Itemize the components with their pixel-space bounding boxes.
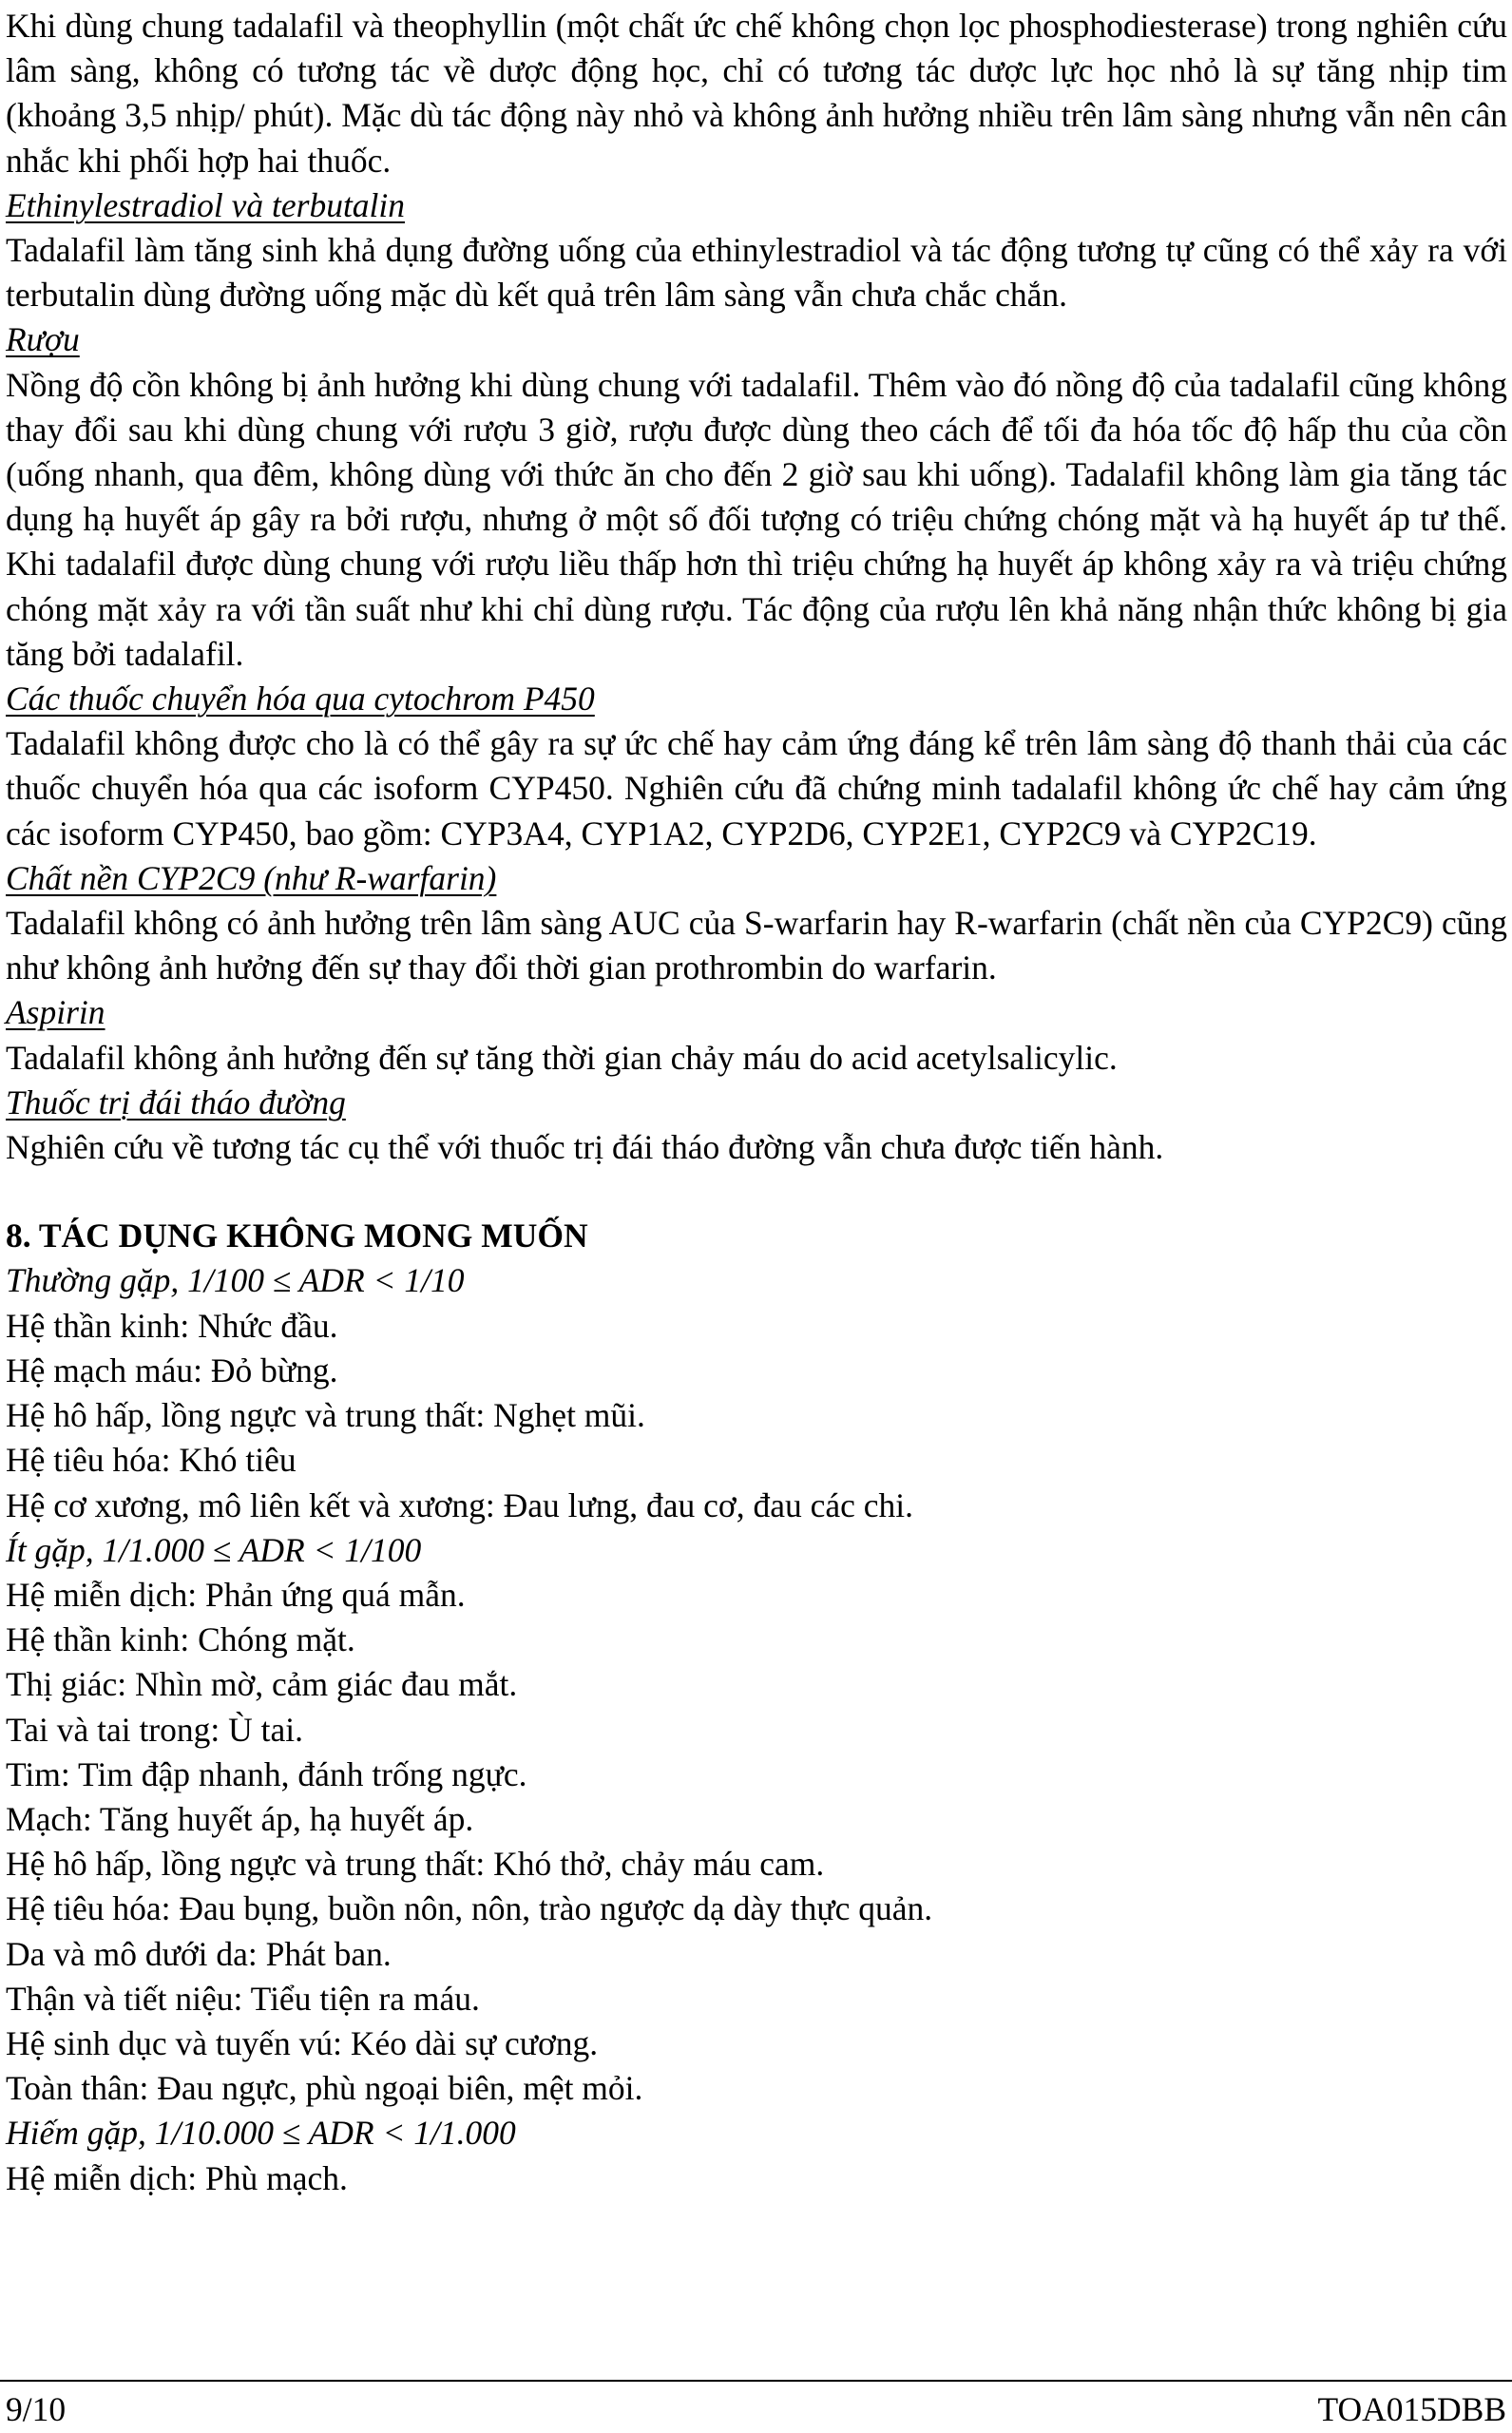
adverse-effect-item: Tim: Tim đập nhanh, đánh trống ngực. <box>6 1754 527 1793</box>
cyp450-heading: Các thuốc chuyển hóa qua cytochrom P450 <box>6 680 595 718</box>
page-number: 9/10 <box>6 2390 67 2428</box>
aspirin-paragraph: Tadalafil không ảnh hưởng đến sự tăng thời gian chảy máu do acid acetylsalicylic. <box>6 1038 1118 1077</box>
footer-divider <box>0 2380 1512 2382</box>
aspirin-heading: Aspirin <box>6 993 105 1032</box>
adverse-effect-item: Hệ mạch máu: Đỏ bừng. <box>6 1351 338 1389</box>
adverse-effect-item: Mạch: Tăng huyết áp, hạ huyết áp. <box>6 1799 474 1838</box>
cyp450-paragraph: Tadalafil không được cho là có thể gây ra sự ức chế hay cảm ứng đáng kể trên lâm sàng độ thanh thải của các thuốc chuyển hóa qua các isoform CYP450. Nghiên cứu đã chứng minh tadalafil không ức chế hay cảm ứng các isoform CYP450, bao gồm: CYP3A4, CYP1A2, CYP2D6, CYP2E1, CYP2C9 và CYP2C19. <box>6 724 1507 853</box>
adverse-effect-item: Toàn thân: Đau ngực, phù ngoại biên, mệt mỏi. <box>6 2069 643 2108</box>
frequency-heading-rare: Hiếm gặp, 1/10.000 ≤ ADR < 1/1.000 <box>6 2114 516 2153</box>
ethinylestradiol-heading: Ethinylestradiol và terbutalin <box>6 185 406 224</box>
alcohol-paragraph: Nồng độ cồn không bị ảnh hưởng khi dùng chung với tadalafil. Thêm vào đó nồng độ của tadalafil cũng không thay đổi sau khi dùng chung với rượu 3 giờ, rượu được dùng theo cách để tối đa hóa tốc độ hấp thu của cồn (uống nhanh, qua đêm, không dùng với thức ăn cho đến 2 giờ sau khi uống). Tadalafil không làm gia tăng tác dụng hạ huyết áp gây ra bởi rượu, nhưng ở một số đối tượng có triệu chứng chóng mặt và hạ huyết áp tư thế. Khi tadalafil được dùng chung với rượu liều thấp hơn thì triệu chứng hạ huyết áp không xảy ra và triệu chứng chóng mặt xảy ra với tần suất như khi chỉ dùng rượu. Tác động của rượu lên khả năng nhận thức không bị gia tăng bởi tadalafil. <box>6 365 1507 673</box>
document-body <box>6 4 1507 2201</box>
adverse-effect-item: Hệ tiêu hóa: Khó tiêu <box>6 1441 297 1480</box>
adverse-effect-item: Hệ hô hấp, lồng ngực và trung thất: Khó thở, chảy máu cam. <box>6 1845 825 1884</box>
adverse-effect-item: Hệ thần kinh: Chóng mặt. <box>6 1620 355 1659</box>
adverse-effect-item: Thị giác: Nhìn mờ, cảm giác đau mắt. <box>6 1665 518 1704</box>
diabetes-heading: Thuốc trị đái tháo đường <box>6 1082 346 1121</box>
diabetes-paragraph: Nghiên cứu về tương tác cụ thể với thuốc trị đái tháo đường vẫn chưa được tiến hành. <box>6 1128 1164 1167</box>
cyp2c9-heading: Chất nền CYP2C9 (như R-warfarin) <box>6 858 497 897</box>
adverse-effect-item: Hệ hô hấp, lồng ngực và trung thất: Nghẹt mũi. <box>6 1396 645 1435</box>
document-code: TOA015DBB <box>1317 2390 1506 2428</box>
alcohol-heading: Rượu <box>6 320 80 359</box>
frequency-heading-common: Thường gặp, 1/100 ≤ ADR < 1/10 <box>6 1261 465 1300</box>
adverse-effect-item: Hệ sinh dục và tuyến vú: Kéo dài sự cương. <box>6 2023 599 2062</box>
adverse-effect-item: Thận và tiết niệu: Tiểu tiện ra máu. <box>6 1979 480 2018</box>
adverse-effect-item: Hệ miễn dịch: Phù mạch. <box>6 2158 348 2197</box>
ethinylestradiol-paragraph: Tadalafil làm tăng sinh khả dụng đường uống của ethinylestradiol và tác động tương tự cũng có thể xảy ra với terbutalin dùng đường uống mặc dù kết quả trên lâm sàng vẫn chưa chắc chắn. <box>6 231 1507 315</box>
adverse-effects-heading: 8. TÁC DỤNG KHÔNG MONG MUỐN <box>6 1216 588 1255</box>
adverse-effect-item: Hệ miễn dịch: Phản ứng quá mẫn. <box>6 1575 466 1614</box>
cyp2c9-paragraph: Tadalafil không có ảnh hưởng trên lâm sàng AUC của S-warfarin hay R-warfarin (chất nền của CYP2C9) cũng như không ảnh hưởng đến sự thay đổi thời gian prothrombin do warfarin. <box>6 904 1507 987</box>
adverse-effect-item: Hệ thần kinh: Nhức đầu. <box>6 1306 338 1345</box>
adverse-effect-item: Hệ cơ xương, mô liên kết và xương: Đau lưng, đau cơ, đau các chi. <box>6 1485 913 1524</box>
adverse-effect-item: Hệ tiêu hóa: Đau bụng, buồn nôn, nôn, trào ngược dạ dày thực quản. <box>6 1889 933 1928</box>
adverse-effect-item: Tai và tai trong: Ù tai. <box>6 1710 303 1749</box>
adverse-effect-item: Da và mô dưới da: Phát ban. <box>6 1934 392 1973</box>
frequency-heading-uncommon: Ít gặp, 1/1.000 ≤ ADR < 1/100 <box>6 1530 422 1569</box>
theophyllin-paragraph: Khi dùng chung tadalafil và theophyllin (một chất ức chế không chọn lọc phosphodiesterase) trong nghiên cứu lâm sàng, không có tương tác về dược động học, chỉ có tương tác dược lực học nhỏ là sự tăng nhịp tim (khoảng 3,5 nhịp/ phút). Mặc dù tác động này nhỏ và không ảnh hưởng nhiều trên lâm sàng nhưng vẫn nên cân nhắc khi phối hợp hai thuốc. <box>6 7 1507 180</box>
